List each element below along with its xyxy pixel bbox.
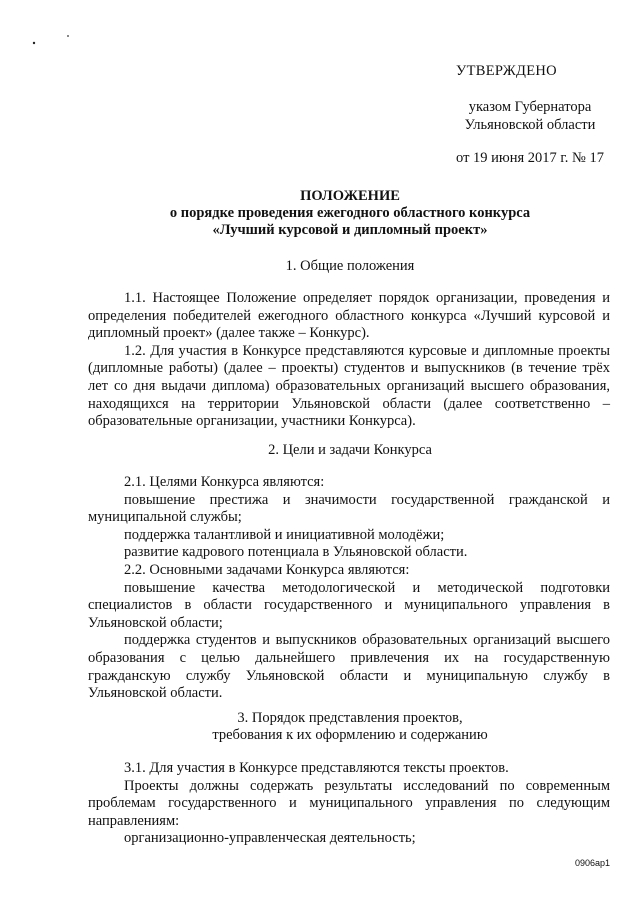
scan-specks xyxy=(30,34,80,46)
approval-date: от 19 июня 2017 г. № 17 xyxy=(456,150,604,166)
paragraph: 2.1. Целями Конкурса являются: xyxy=(124,474,325,490)
approval-decree-line1: указом Губернатора xyxy=(468,99,592,115)
section-3-title-line2: требования к их оформлению и содержанию xyxy=(212,727,488,743)
paragraph: повышение престижа и значимости государственной гражданской и муниципальной службы; xyxy=(88,491,610,526)
approval-stamp xyxy=(430,62,630,167)
section-3-title-line1: 3. Порядок представления проектов, xyxy=(237,710,463,726)
document-subtitle-line2: «Лучший курсовой и дипломный проект» xyxy=(212,222,488,238)
document-subtitle-line1: о порядке проведения ежегодного областного конкурса xyxy=(169,205,531,221)
paragraph: развитие кадрового потенциала в Ульяновской области. xyxy=(124,544,468,561)
paragraph: поддержка талантливой и инициативной молодёжи; xyxy=(124,526,445,543)
paragraph: повышение качества методологической и методической подготовки специалистов в области государственного и муниципального управления в Ульяновской области; xyxy=(88,579,610,631)
section-2-body xyxy=(88,474,610,703)
approval-decree-line2: Ульяновской области xyxy=(464,117,596,133)
approval-title: УТВЕРЖДЕНО xyxy=(456,63,557,79)
paragraph: 1.1. Настоящее Положение определяет порядок организации, проведения и определения победителей ежегодного областного конкурса «Лучший курсовой и дипломный проект» (далее также – Конкурс). xyxy=(88,290,610,342)
document-heading xyxy=(80,188,620,239)
section-2-title: 2. Цели и задачи Конкурса xyxy=(268,442,432,458)
paragraph: 1.2. Для участия в Конкурсе представляются курсовые и дипломные проекты (дипломные работы) (далее – проекты) студентов и выпускников (в течение трёх лет со дня выдачи диплома) образовательных организаций высшего образования, находящихся на территории Ульяновской области (далее соответственно – образовательные организации, участники Конкурса). xyxy=(88,342,610,430)
section-3-body xyxy=(88,760,610,848)
paragraph: поддержка студентов и выпускников образовательных организаций высшего образования с целью дальнейшего привлечения их на государственную гражданскую службу Ульяновской области и муниципальную службу в Ульяновской области. xyxy=(88,632,610,702)
document-title: ПОЛОЖЕНИЕ xyxy=(300,188,400,204)
section-1-title: 1. Общие положения xyxy=(285,258,415,274)
section-3-title xyxy=(80,710,620,744)
paragraph: Проекты должны содержать результаты исследований по современным проблемам государственного и муниципального управления по следующим направлениям: xyxy=(88,777,610,829)
paragraph: 2.2. Основными задачами Конкурса являются: xyxy=(124,561,410,578)
section-1-body xyxy=(88,290,610,431)
paragraph: организационно-управленческая деятельность; xyxy=(124,830,416,847)
footer-code: 0906ар1 xyxy=(574,858,610,868)
paragraph: 3.1. Для участия в Конкурсе представляются тексты проектов. xyxy=(124,760,509,776)
